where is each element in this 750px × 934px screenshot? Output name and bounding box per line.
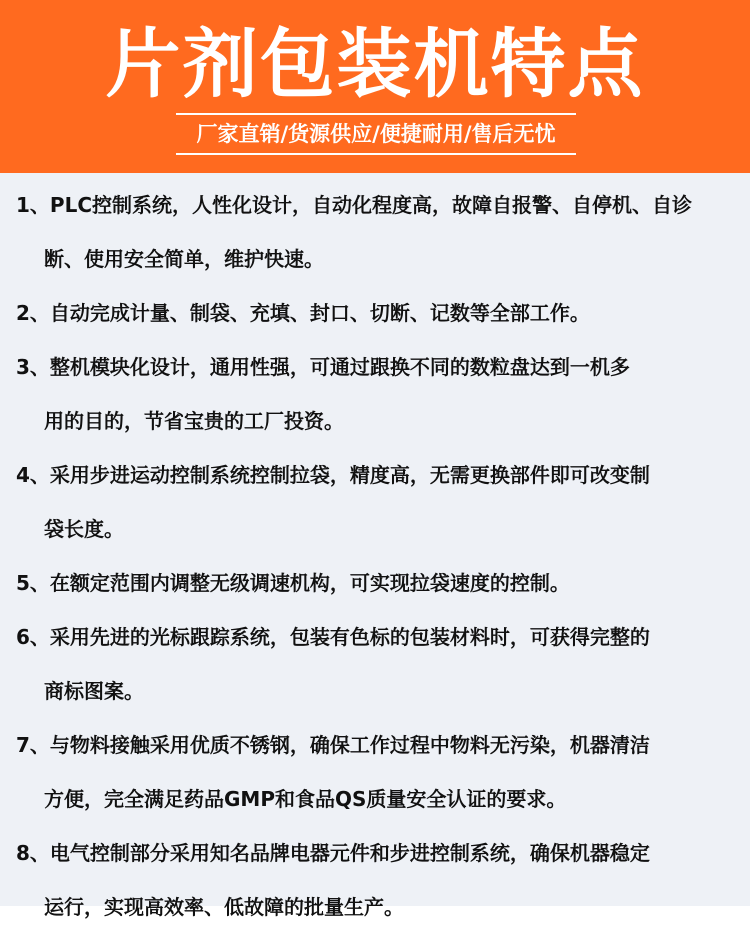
- feature-item-continuation: 方便，完全满足药品GMP和食品QS质量安全认证的要求。: [44, 787, 567, 811]
- feature-item-line: 3、整机模块化设计，通用性强，可通过跟换不同的数粒盘达到一机多: [16, 355, 630, 379]
- feature-item-continuation: 商标图案。: [44, 679, 144, 703]
- features-list: [0, 173, 750, 919]
- subtitle-bottom-rule: [176, 153, 576, 155]
- subtitle-text: 厂家直销/货源供应/便捷耐用/售后无忧: [196, 122, 556, 146]
- feature-item-continuation: 断、使用安全简单，维护快速。: [44, 247, 324, 271]
- feature-item-line: 5、在额定范围内调整无级调速机构，可实现拉袋速度的控制。: [16, 571, 570, 595]
- orange-header-banner: [0, 0, 750, 173]
- feature-item-line: 7、与物料接触采用优质不锈钢，确保工作过程中物料无污染，机器清洁: [16, 733, 650, 757]
- feature-item-line: 4、采用步进运动控制系统控制拉袋，精度高，无需更换部件即可改变制: [16, 463, 650, 487]
- subtitle-top-rule: [176, 113, 576, 115]
- feature-item-line: 1、PLC控制系统，人性化设计，自动化程度高，故障自报警、自停机、自诊: [16, 193, 692, 217]
- page-title: 片剂包装机特点: [105, 20, 645, 108]
- feature-item-line: 6、采用先进的光标跟踪系统，包装有色标的包装材料时，可获得完整的: [16, 625, 650, 649]
- feature-item-line: 8、电气控制部分采用知名品牌电器元件和步进控制系统，确保机器稳定: [16, 841, 650, 865]
- feature-item-continuation: 运行，实现高效率、低故障的批量生产。: [44, 895, 404, 919]
- feature-item-continuation: 用的目的，节省宝贵的工厂投资。: [44, 409, 344, 433]
- subtitle-box: [176, 113, 576, 155]
- feature-item-line: 2、自动完成计量、制袋、充填、封口、切断、记数等全部工作。: [16, 301, 590, 325]
- feature-item-continuation: 袋长度。: [44, 517, 124, 541]
